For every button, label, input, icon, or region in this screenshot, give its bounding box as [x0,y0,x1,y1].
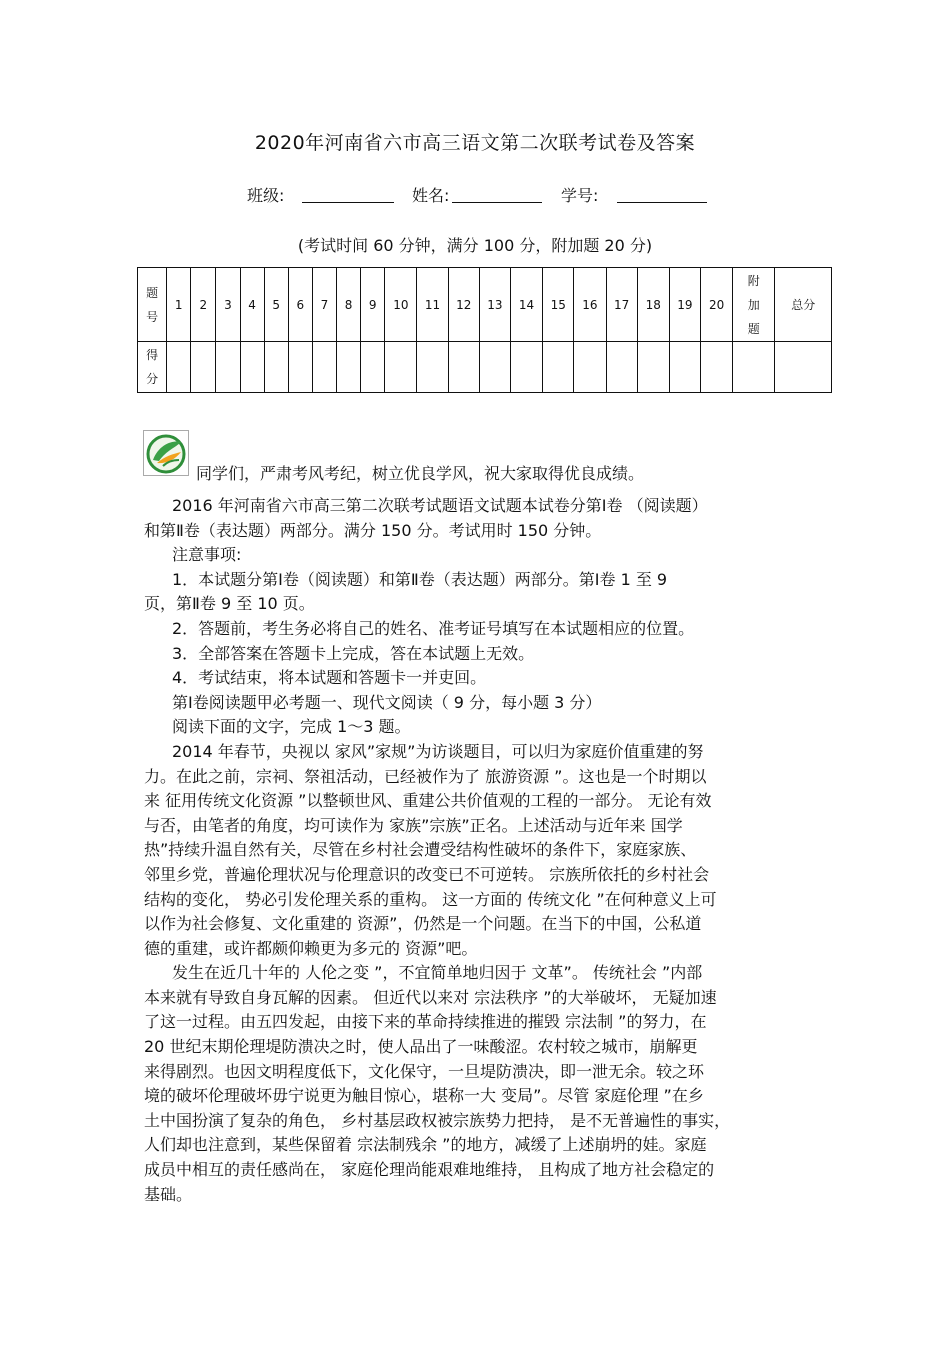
student-info-line [0,183,950,207]
score-cell-extra[interactable] [733,342,775,393]
paragraph-line: 力。在此之前，宗祠、祭祖活动，已经被作为了 旅游资源 ”。这也是一个时期以 [144,766,707,786]
paragraph-line: 基础。 [144,1184,193,1204]
score-cell[interactable] [288,342,312,393]
exam-time-note: (考试时间 60 分钟，满分 100 分，附加题 20 分) [297,236,653,255]
question-number-cell: 4 [240,268,264,342]
paragraph-line: 发生在近几十年的 人伦之变 ”，不宜简单地归因于 文革”。 传统社会 ”内部 [172,963,703,983]
greeting-text: 同学们，严肃考风考纪，树立优良学风，祝大家取得优良成绩。 [196,464,645,483]
question-number-cell: 2 [191,268,216,342]
question-number-cell: 20 [701,268,733,342]
score-cell[interactable] [417,342,448,393]
id-blank[interactable] [617,202,707,203]
question-number-cell: 13 [479,268,510,342]
paragraph-line: 2014 年春节，央视以 家风”家规”为访谈题目，可以归为家庭价值重建的努 [172,741,704,761]
score-table [137,267,832,393]
question-number-cell: 3 [216,268,240,342]
score-cell-total[interactable] [775,342,832,393]
class-label: 班级: [247,186,285,205]
paragraph-line: 结构的变化， 势必引发伦理关系的重构。 这一方面的 传统文化 ”在何种意义上可 [144,889,717,909]
score-cell[interactable] [216,342,240,393]
paragraph-line: 境的破坏伦理破坏毋宁说更为触目惊心，堪称一大 变局”。尽管 家庭伦理 ”在乡 [144,1086,704,1106]
paragraph-line: 热”持续升温自然有关，尽管在乡村社会遭受结构性破坏的条件下，家庭家族、 [144,840,697,860]
score-cell[interactable] [191,342,216,393]
paragraph-line: 人们却也注意到，某些保留着 宗法制残余 ”的地方，减缓了上述崩坍的娃。家庭 [144,1135,707,1155]
question-number-cell: 15 [543,268,574,342]
paragraph-line: 成员中相互的责任感尚在， 家庭伦理尚能艰难地维持， 且构成了地方社会稳定的 [144,1160,715,1180]
paragraph-line: 和第Ⅱ卷（表达题）两部分。满分 150 分。考试用时 150 分钟。 [144,520,602,540]
question-number-cell: 17 [606,268,637,342]
header-cell-question: 题 号 [138,268,167,342]
name-label: 姓名: [412,186,450,205]
header-cell-extra: 附 加 题 [733,268,775,342]
paragraph-line: 页，第Ⅱ卷 9 至 10 页。 [144,594,315,614]
score-cell[interactable] [312,342,336,393]
paragraph-line: 德的重建，或许都颇仰赖更为多元的 资源”吧。 [144,938,478,958]
paragraph-line: 来 征用传统文化资源 ”以整顿世风、重建公共价值观的工程的一部分。 无论有效 [144,791,712,811]
score-cell[interactable] [606,342,637,393]
paragraph-line: 与否，由笔者的角度，均可读作为 家族”宗族”正名。上述活动与近年来 国学 [144,815,683,835]
score-cell[interactable] [479,342,510,393]
question-number-cell: 10 [385,268,417,342]
paragraph-line: 注意事项: [172,545,242,565]
paragraph-line: 了这一过程。由五四发起，由接下来的革命持续推进的摧毁 宗法制 ”的努力，在 [144,1012,707,1032]
body-text [144,494,809,1207]
score-cell[interactable] [543,342,574,393]
question-number-cell: 8 [337,268,361,342]
page-title: 2020年河南省六市高三语文第二次联考试卷及答案 [254,132,696,154]
score-cell[interactable] [264,342,288,393]
score-cell[interactable] [337,342,361,393]
question-number-cell: 7 [312,268,336,342]
paragraph-line: 3．全部答案在答题卡上完成，答在本试题上无效。 [172,643,535,663]
id-label: 学号: [561,186,599,205]
paragraph-line: 1．本试题分第Ⅰ卷（阅读题）和第Ⅱ卷（表达题）两部分。第Ⅰ卷 1 至 9 [172,569,668,589]
paragraph-line: 阅读下面的文字，完成 1～3 题。 [172,717,411,737]
score-table-score-row [138,342,832,393]
header-cell-score: 得 分 [138,342,167,393]
score-cell[interactable] [448,342,479,393]
score-cell[interactable] [385,342,417,393]
question-number-cell: 16 [574,268,606,342]
score-cell[interactable] [167,342,191,393]
paragraph-line: 以作为社会修复、文化重建的 资源”，仍然是一个问题。在当下的中国，公私道 [144,914,702,934]
header-cell-total: 总分 [775,268,832,342]
paragraph-line: 第Ⅰ卷阅读题甲必考题一、现代文阅读（ 9 分，每小题 3 分） [172,692,602,712]
question-number-cell: 11 [417,268,448,342]
name-blank[interactable] [452,202,542,203]
paragraph-line: 土中国扮演了复杂的角色， 乡村基层政权被宗族势力把持， 是不无普遍性的事实， [144,1110,731,1130]
score-cell[interactable] [510,342,542,393]
question-number-cell: 1 [167,268,191,342]
question-number-cell: 9 [361,268,385,342]
paragraph-line: 邻里乡党，普遍伦理状况与伦理意识的改变已不可逆转。 宗族所依托的乡村社会 [144,864,710,884]
question-number-cell: 6 [288,268,312,342]
school-logo-icon [143,430,189,476]
score-cell[interactable] [574,342,606,393]
paragraph-line: 本来就有导致自身瓦解的因素。 但近代以来对 宗法秩序 ”的大举破坏， 无疑加速 [144,987,717,1007]
question-number-cell: 18 [637,268,669,342]
question-number-cell: 14 [510,268,542,342]
paragraph-line: 20 世纪末期伦理堤防溃决之时，使人品出了一味酸涩。农村较之城市，崩解更 [144,1037,698,1057]
score-cell[interactable] [669,342,700,393]
question-number-cell: 5 [264,268,288,342]
paragraph-line: 4．考试结束，将本试题和答题卡一并吏回。 [172,668,487,688]
paragraph-line: 2．答题前，考生务必将自己的姓名、准考证号填写在本试题相应的位置。 [172,618,695,638]
question-number-cell: 19 [669,268,700,342]
score-cell[interactable] [240,342,264,393]
paragraph-line: 2016 年河南省六市高三第二次联考试题语文试题本试卷分第Ⅰ卷 （阅读题） [172,496,708,515]
question-number-cell: 12 [448,268,479,342]
score-cell[interactable] [361,342,385,393]
score-cell[interactable] [701,342,733,393]
score-table-header-row [138,268,832,342]
paragraph-line: 来得剧烈。也因文明程度低下，文化保守，一旦堤防溃决，即一泄无余。较之环 [144,1061,705,1081]
score-cell[interactable] [637,342,669,393]
class-blank[interactable] [302,202,394,203]
